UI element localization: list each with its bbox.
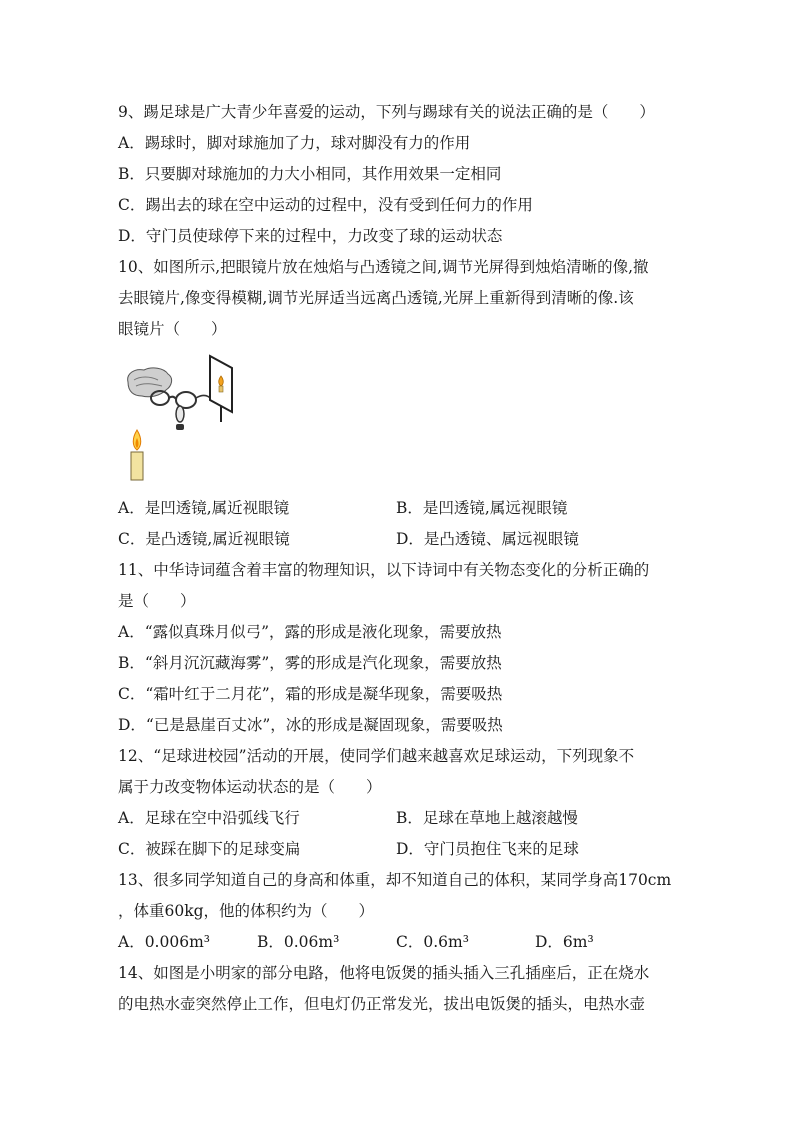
q10-stem-line-1: 10、如图所示,把眼镜片放在烛焰与凸透镜之间,调节光屏得到烛焰清晰的像,撤 bbox=[118, 258, 649, 276]
q12-option-d: D．守门员抱住飞来的足球 bbox=[396, 840, 579, 858]
q9-option-a: A．踢球时，脚对球施加了力，球对脚没有力的作用 bbox=[118, 134, 471, 152]
q12-option-a: A．足球在空中沿弧线飞行 bbox=[118, 809, 300, 827]
q12-option-c: C．被踩在脚下的足球变扁 bbox=[118, 840, 301, 858]
convex-lens bbox=[176, 406, 184, 422]
q13-stem-line-1: 13、很多同学知道自己的身高和体重，却不知道自己的体积，某同学身高170cm bbox=[118, 871, 672, 889]
q13-option-c: C．0.6m³ bbox=[396, 933, 469, 951]
q11-option-b: B．“斜月沉沉藏海雾”，雾的形成是汽化现象，需要放热 bbox=[118, 654, 502, 672]
q10-option-d: D．是凸透镜、属远视眼镜 bbox=[396, 530, 579, 548]
q14-stem-line-1: 14、如图是小明家的部分电路，他将电饭煲的插头插入三孔插座后，正在烧水 bbox=[118, 964, 650, 982]
q12-stem-line-2: 属于力改变物体运动状态的是（ ） bbox=[118, 778, 382, 796]
lens-candle-figure bbox=[120, 352, 240, 484]
candle-body bbox=[131, 452, 143, 480]
q10-option-c: C．是凸透镜,属近视眼镜 bbox=[118, 530, 290, 548]
q13-option-d: D．6m³ bbox=[535, 933, 594, 951]
q13-option-b: B．0.06m³ bbox=[257, 933, 340, 951]
q10-option-b: B．是凹透镜,属远视眼镜 bbox=[396, 499, 568, 517]
q13-option-a: A．0.006m³ bbox=[118, 933, 210, 951]
q11-option-d: D．“已是悬崖百丈冰”，冰的形成是凝固现象，需要吸热 bbox=[118, 716, 503, 734]
q9-stem: 9、踢足球是广大青少年喜爱的运动，下列与踢球有关的说法正确的是（ ） bbox=[118, 103, 655, 121]
q9-option-b: B．只要脚对球施加的力大小相同，其作用效果一定相同 bbox=[118, 165, 502, 183]
q14-stem-line-2: 的电热水壶突然停止工作，但电灯仍正常发光，拔出电饭煲的插头，电热水壶 bbox=[118, 995, 646, 1013]
q9-option-d: D．守门员使球停下来的过程中，力改变了球的运动状态 bbox=[118, 227, 503, 245]
q10-stem-line-3: 眼镜片（ ） bbox=[118, 320, 227, 338]
q13-stem-line-2: ，体重60kg，他的体积约为（ ） bbox=[118, 902, 375, 920]
q10-option-a: A．是凹透镜,属近视眼镜 bbox=[118, 499, 290, 517]
q11-stem-line-1: 11、中华诗词蕴含着丰富的物理知识，以下诗词中有关物态变化的分析正确的 bbox=[118, 561, 650, 579]
q11-option-a: A．“露似真珠月似弓”，露的形成是液化现象，需要放热 bbox=[118, 623, 502, 641]
q11-stem-line-2: 是（ ） bbox=[118, 592, 196, 610]
q9-option-c: C．踢出去的球在空中运动的过程中，没有受到任何力的作用 bbox=[118, 196, 533, 214]
q11-option-c: C．“霜叶红于二月花”，霜的形成是凝华现象，需要吸热 bbox=[118, 685, 503, 703]
q12-stem-line-1: 12、“足球进校园”活动的开展，使同学们越来越喜欢足球运动，下列现象不 bbox=[118, 747, 635, 765]
q12-option-b: B．足球在草地上越滚越慢 bbox=[396, 809, 578, 827]
q10-stem-line-2: 去眼镜片,像变得模糊,调节光屏适当远离凸透镜,光屏上重新得到清晰的像.该 bbox=[118, 289, 634, 307]
lens-experiment-illustration bbox=[120, 352, 240, 484]
